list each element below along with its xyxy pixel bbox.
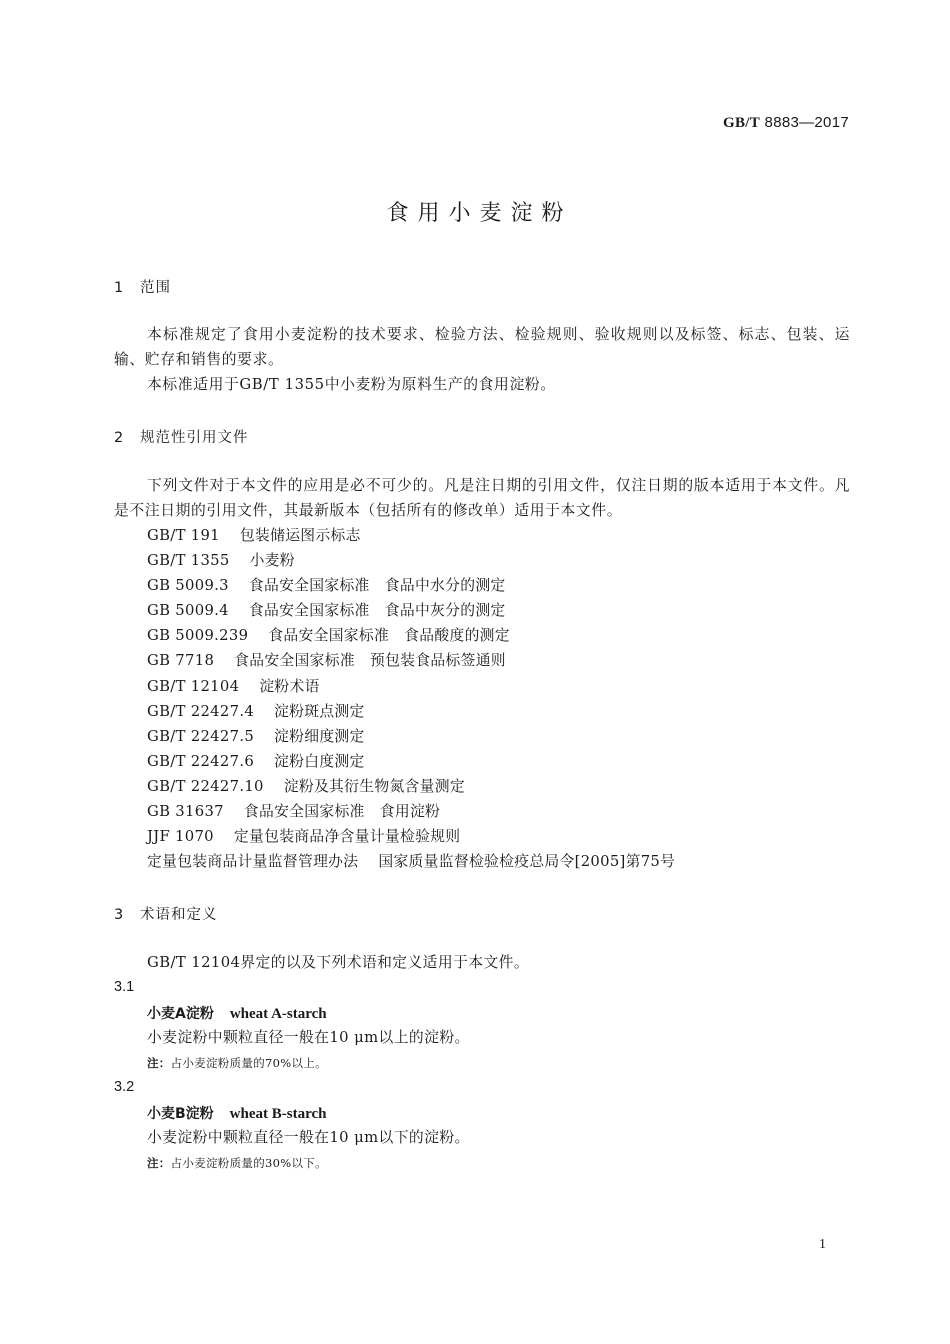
reference-code: GB/T 191 [147,527,220,544]
term-definition: 小麦淀粉中颗粒直径一般在10 μm以上的淀粉。 [147,1029,470,1046]
term-chinese: 小麦B淀粉 [147,1106,214,1122]
paragraph: 本标准适用于GB/T 1355中小麦粉为原料生产的食用淀粉。 [147,376,556,393]
reference-name: 淀粉术语 [259,677,320,695]
term-note [147,1055,327,1071]
reference-name: 包装储运图示标志 [239,527,361,544]
reference-name: 食品安全国家标准 食品酸度的测定 [268,627,510,645]
clause-number: 3.2 [114,1079,135,1095]
term-chinese: 小麦A淀粉 [147,1006,214,1022]
reference-item [147,573,675,598]
note-text: 占小麦淀粉质量的70%以上。 [170,1056,327,1070]
term-note [147,1155,327,1171]
note-label: 注： [147,1056,171,1070]
reference-code: JJF 1070 [147,828,214,846]
reference-item [147,648,675,673]
reference-list [147,523,675,874]
reference-item [147,799,675,824]
reference-item [147,824,675,849]
paragraph: 本标准规定了食用小麦淀粉的技术要求、检验方法、检验规则、验收规则以及标签、标志、包装、运输、贮存和销售的要求。 [114,326,850,368]
section-title: 范围 [140,280,171,296]
section-title: 规范性引用文件 [140,430,249,446]
reference-code: GB/T 22427.5 [147,727,255,745]
reference-name: 国家质量监督检验检疫总局令[2005]第75号 [378,853,676,871]
reference-code: GB 5009.4 [147,602,229,620]
reference-name: 食品安全国家标准 食品中灰分的测定 [248,602,506,620]
reference-name: 食品安全国家标准 食用淀粉 [243,803,441,821]
references-intro [114,473,850,523]
reference-code: 定量包装商品计量监督管理办法 [147,853,359,871]
term-english: wheat A-starch [229,1006,327,1022]
reference-item [147,724,675,749]
scope-body [114,322,850,397]
reference-name: 小麦粉 [249,552,295,570]
term-definition: 小麦淀粉中颗粒直径一般在10 μm以下的淀粉。 [147,1129,470,1146]
reference-code: GB 7718 [147,652,215,670]
note-text: 占小麦淀粉质量的30%以下。 [170,1156,327,1170]
reference-item [147,523,675,548]
section-number: 1 [114,280,125,296]
reference-item [147,699,675,724]
reference-name: 淀粉白度测定 [274,752,365,770]
reference-item [147,749,675,774]
reference-name: 淀粉斑点测定 [274,702,365,720]
section-number: 2 [114,430,125,446]
reference-item [147,674,675,699]
reference-item [147,774,675,799]
reference-name: 淀粉细度测定 [274,727,365,745]
section-heading-terms-definitions [114,903,218,924]
section-heading-scope [114,276,171,297]
section-number: 3 [114,907,125,923]
reference-item [147,623,675,648]
reference-code: GB/T 22427.4 [147,702,255,720]
reference-name: 定量包装商品净含量计量检验规则 [233,828,461,846]
reference-code: GB 5009.3 [147,577,229,595]
reference-code: GB/T 12104 [147,677,240,695]
reference-code: GB/T 22427.6 [147,752,255,770]
term-english: wheat B-starch [229,1106,327,1122]
term-heading [147,1003,327,1023]
reference-code: GB/T 1355 [147,552,230,570]
section-heading-normative-references [114,426,249,447]
page-number: 1 [819,1237,826,1252]
note-label: 注： [147,1156,171,1170]
reference-code: GB 31637 [147,803,224,821]
clause-number: 3.1 [114,979,135,995]
reference-item [147,849,675,874]
paragraph: 下列文件对于本文件的应用是必不可少的。凡是注日期的引用文件，仅注日期的版本适用于本文件。凡是不注日期的引用文件，其最新版本（包括所有的修改单）适用于本文件。 [114,477,850,519]
term-heading [147,1103,326,1123]
reference-name: 淀粉及其衍生物氮含量测定 [283,777,465,795]
terms-intro: GB/T 12104界定的以及下列术语和定义适用于本文件。 [147,954,530,971]
reference-item [147,598,675,623]
reference-item [147,548,675,573]
reference-name: 食品安全国家标准 预包装食品标签通则 [234,652,506,670]
reference-code: GB/T 22427.10 [147,777,264,795]
standard-code [723,114,849,132]
standard-prefix: GB/T [723,115,761,131]
document-title: 食用小麦淀粉 [386,201,573,226]
reference-name: 食品安全国家标准 食品中水分的测定 [248,577,506,595]
standard-number: 8883—2017 [764,114,849,131]
section-title: 术语和定义 [140,907,218,923]
reference-code: GB 5009.239 [147,627,249,645]
